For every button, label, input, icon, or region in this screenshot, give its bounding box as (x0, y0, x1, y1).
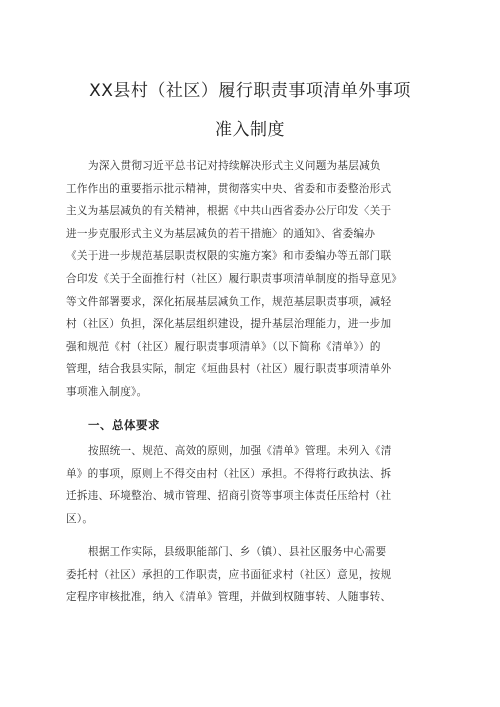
paragraph-line: 根据工作实际，县级职能部门、乡（镇）、县社区服务中心需要 (88, 546, 387, 558)
paragraph-line: 管理，结合我县实际，制定《垣曲县村（社区）履行职责事项清单外 (66, 363, 392, 376)
paragraph-line: 主义为基层减负的有关精神，根据《中共山西省委办公厅印发〈关于 (66, 205, 392, 218)
paragraph-line: 定程序审核批准，纳入《清单》管理，并做到权随事转、人随事转、 (66, 591, 392, 604)
paragraph-line: 等文件部署要求，深化拓展基层减负工作，规范基层职责事项，减轻 (66, 295, 392, 308)
document-title-line-1: XX县村（社区）履行职责事项清单外事项 (89, 81, 411, 101)
paragraph-line: 《关于进一步规范基层职责权限的实施方案》和市委编办等五部门联 (66, 250, 392, 263)
paragraph-line: 区）。 (66, 512, 94, 525)
paragraph-line: 事项准入制度》。 (66, 385, 148, 398)
general-requirements-paragraph (66, 440, 434, 530)
intro-paragraph (66, 155, 434, 404)
paragraph-line: 合印发《关于全面推行村（社区）履行职责事项清单制度的指导意见》 (66, 272, 403, 285)
paragraph-line: 村（社区）负担，深化基层组织建设，提升基层治理能力，进一步加 (66, 318, 392, 331)
paragraph-line: 按照统一、规范、高效的原则，加强《清单》管理。未列入《清 (88, 445, 392, 457)
paragraph-line: 强和规范《村（社区）履行职责事项清单》（以下简称《清单》）的 (66, 340, 381, 353)
document-title-line-2: 准入制度 (215, 120, 285, 140)
paragraph-line: 为深入贯彻习近平总书记对持续解决形式主义问题为基层减负 (88, 160, 381, 172)
paragraph-line: 进一步克服形式主义为基层减负的若干措施〉的通知》、省委编办 (66, 227, 376, 240)
paragraph-line: 单》的事项，原则上不得交由村（社区）承担。不得将行政执法、拆 (66, 467, 392, 480)
paragraph-line: 迁拆违、环境整治、城市管理、招商引资等事项主体责任压给村（社 (66, 490, 392, 503)
section-heading-general-requirements: 一、总体要求 (88, 418, 160, 432)
paragraph-line: 委托村（社区）承担的工作职责，应书面征求村（社区）意见，按规 (66, 568, 392, 581)
delegation-paragraph (66, 541, 434, 609)
paragraph-line: 工作作出的重要指示批示精神，贯彻落实中央、省委和市委整治形式 (66, 182, 392, 195)
